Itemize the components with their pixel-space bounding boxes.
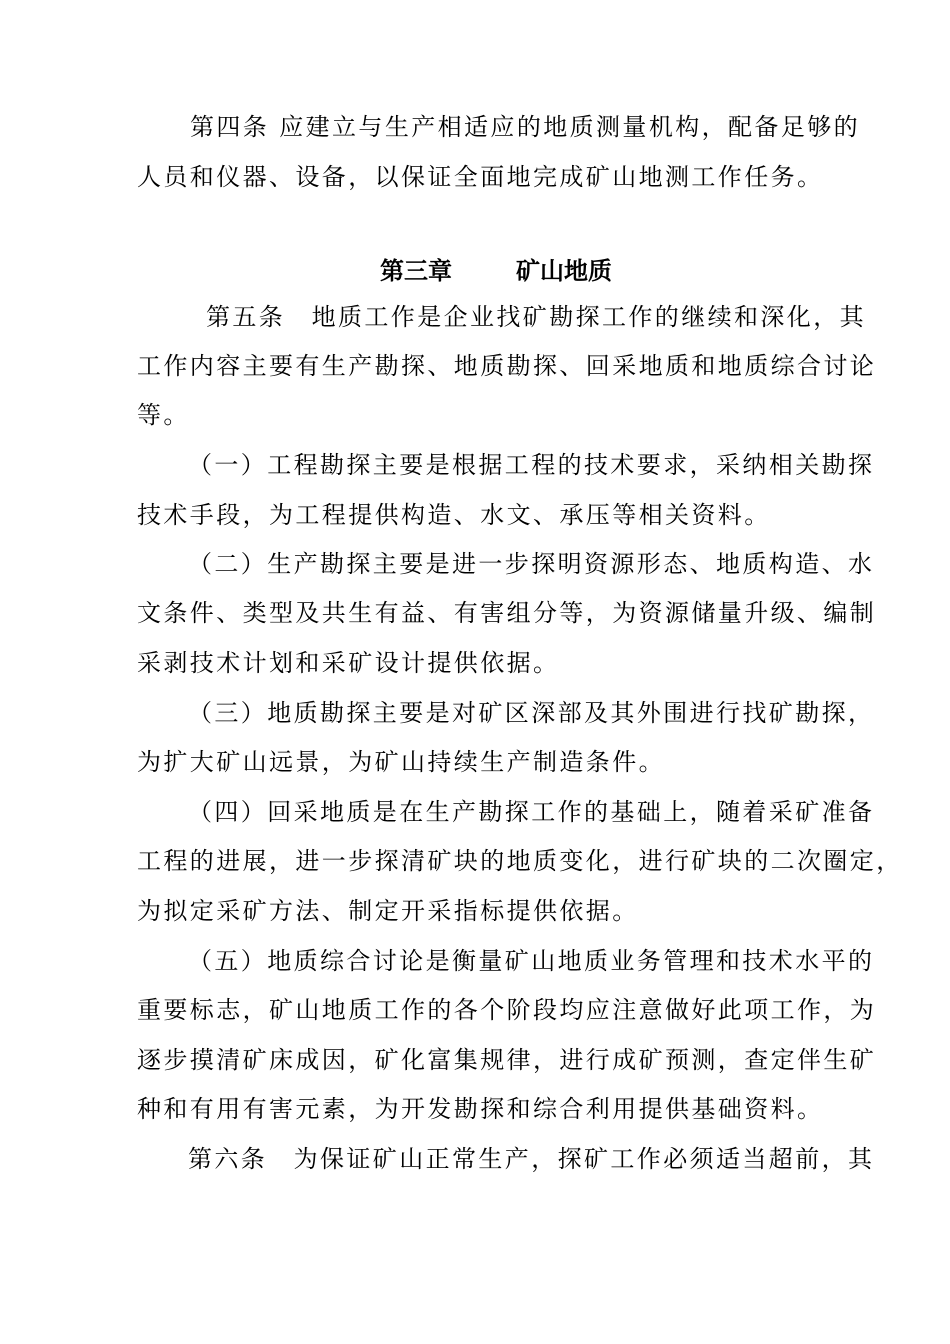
item-5-line-1: （五）地质综合讨论是衡量矿山地质业务管理和技术水平的: [188, 947, 875, 975]
item-3-line-1: （三）地质勘探主要是对矿区深部及其外围进行找矿勘探，: [188, 699, 875, 727]
item-4-line-2: 工程的进展，进一步探清矿块的地质变化，进行矿块的二次圈定，: [137, 847, 903, 875]
article-6-line-1: 第六条 为保证矿山正常生产，探矿工作必须适当超前，其: [188, 1145, 875, 1173]
item-4-line-3: 为拟定采矿方法、制定开采指标提供依据。: [137, 897, 639, 925]
item-5-line-3: 逐步摸清矿床成因，矿化富集规律，进行成矿预测，查定伴生矿: [137, 1046, 877, 1074]
item-4-line-1: （四）回采地质是在生产勘探工作的基础上，随着采矿准备: [188, 798, 875, 826]
chapter-number: 第三章: [380, 257, 452, 285]
item-5-line-4: 种和有用有害元素，为开发勘探和综合利用提供基础资料。: [137, 1095, 824, 1123]
chapter-title: 矿山地质: [516, 257, 612, 285]
item-5-line-2: 重要标志，矿山地质工作的各个阶段均应注意做好此项工作，为: [137, 996, 877, 1024]
item-2-line-3: 采剥技术计划和采矿设计提供依据。: [137, 649, 560, 677]
article-4-line-2: 人员和仪器、设备，以保证全面地完成矿山地测工作任务。: [137, 163, 824, 191]
item-2-line-1: （二）生产勘探主要是进一步探明资源形态、地质构造、水: [188, 550, 875, 578]
article-5-line-1: 第五条 地质工作是企业找矿勘探工作的继续和深化，其: [206, 303, 866, 331]
article-5-line-2: 工作内容主要有生产勘探、地质勘探、回采地质和地质综合讨论: [137, 352, 877, 380]
item-1-line-2: 技术手段，为工程提供构造、水文、承压等相关资料。: [137, 501, 771, 529]
article-4-line-1: 第四条 应建立与生产相适应的地质测量机构，配备足够的: [190, 113, 861, 141]
item-3-line-2: 为扩大矿山远景，为矿山持续生产制造条件。: [137, 748, 665, 776]
item-2-line-2: 文条件、类型及共生有益、有害组分等，为资源储量升级、编制: [137, 599, 877, 627]
item-1-line-1: （一）工程勘探主要是根据工程的技术要求，采纳相关勘探: [188, 451, 875, 479]
article-5-line-3: 等。: [137, 401, 190, 429]
